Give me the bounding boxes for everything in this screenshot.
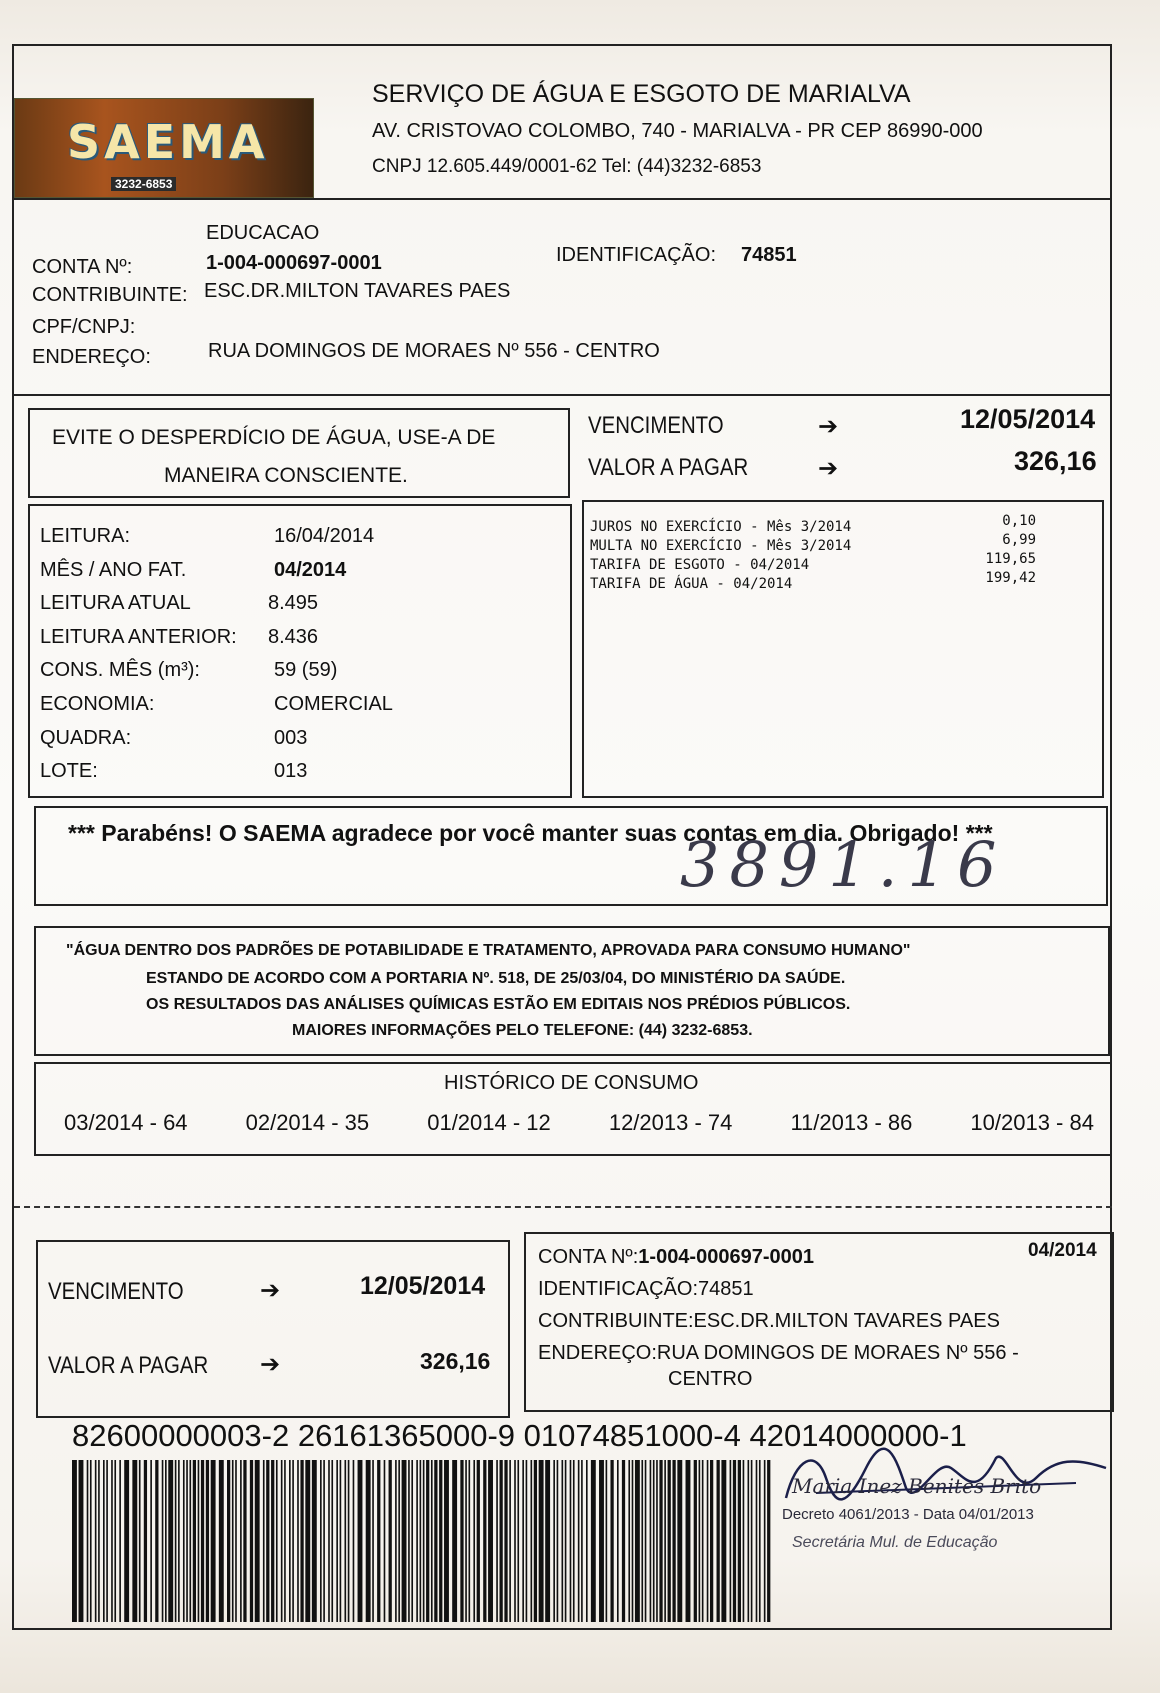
contribuinte-label: CONTRIBUINTE: <box>32 284 188 306</box>
barcode-bar <box>243 1460 246 1622</box>
reading-label: CONS. MÊS (m³): <box>40 659 200 682</box>
reading-label: LEITURA: <box>40 525 131 547</box>
conta-value: 1-004-000697-0001 <box>206 252 382 274</box>
stub-vencimento-value: 12/05/2014 <box>360 1272 486 1300</box>
barcode-bar <box>659 1460 662 1622</box>
conta-label: CONTA Nº: <box>32 256 133 278</box>
barcode-bar <box>664 1460 666 1622</box>
barcode-bar <box>87 1460 89 1622</box>
barcode-bar <box>124 1460 129 1622</box>
barcode-bar <box>452 1460 457 1622</box>
barcode-bar <box>477 1460 480 1622</box>
reading-label: LEITURA ATUAL <box>40 592 191 615</box>
barcode-bar <box>344 1460 346 1622</box>
barcode-bar <box>578 1460 580 1622</box>
barcode-bar <box>756 1460 758 1622</box>
barcode-bar <box>573 1460 575 1622</box>
stub-payment-box <box>36 1240 510 1418</box>
charge-value: 119,65 <box>985 551 1036 567</box>
barcode-bar <box>534 1460 537 1622</box>
barcode-bar <box>271 1460 274 1622</box>
history-box <box>34 1062 1112 1156</box>
barcode-bar <box>650 1460 652 1622</box>
barcode-bar <box>617 1460 619 1622</box>
barcode-number: 82600000003-2 26161365000-9 01074851000-4 42014000000-1 <box>72 1418 967 1453</box>
barcode-bar <box>119 1460 121 1622</box>
barcode-bar <box>328 1460 330 1622</box>
barcode-bar <box>641 1460 643 1622</box>
barcode-bar <box>281 1460 283 1622</box>
barcode-bar <box>686 1460 691 1622</box>
barcode-bar <box>175 1460 177 1622</box>
stub-conta-value: 1-004-000697-0001 <box>638 1246 814 1268</box>
barcode-bar <box>320 1460 322 1622</box>
stamp-name: Maria Inez Benites Brito <box>792 1474 1042 1498</box>
barcode-bar <box>434 1460 437 1622</box>
barcode-bar <box>581 1460 583 1622</box>
barcode-bar <box>586 1460 588 1622</box>
barcode-bar <box>377 1460 380 1622</box>
charges-values <box>930 512 1036 588</box>
barcode-bar <box>250 1460 253 1622</box>
barcode-bar <box>632 1460 634 1622</box>
reading-label: LEITURA ANTERIOR: <box>40 625 237 648</box>
barcode-bar <box>98 1460 100 1622</box>
barcode-bar <box>553 1460 555 1622</box>
quality-line-2: ESTANDO DE ACORDO COM A PORTARIA Nº. 518, DE 25/03/04, DO MINISTÉRIO DA SAÚDE. <box>146 970 846 987</box>
barcode-bar <box>411 1460 413 1622</box>
barcode-bar <box>562 1460 564 1622</box>
barcode-bar <box>431 1460 433 1622</box>
logo-text: SAEMA <box>67 115 269 169</box>
barcode-bar <box>132 1460 137 1622</box>
barcode-bar <box>733 1460 736 1622</box>
stamp-role: Secretária Mul. de Educação <box>792 1534 998 1551</box>
identificacao-label: IDENTIFICAÇÃO: <box>556 244 717 266</box>
valor-value: 326,16 <box>1014 446 1097 476</box>
history-list <box>64 1110 1094 1136</box>
barcode <box>72 1460 772 1622</box>
account-category: EDUCACAO <box>206 222 320 244</box>
barcode-bar <box>500 1460 503 1622</box>
barcode-bar <box>622 1460 625 1622</box>
quality-box <box>34 926 1110 1056</box>
barcode-bar <box>193 1460 196 1622</box>
barcode-bar <box>106 1460 108 1622</box>
stub-info-box <box>524 1232 1114 1412</box>
stub-conta-label: CONTA Nº: <box>538 1246 639 1268</box>
reading-values <box>268 520 393 789</box>
barcode-bar <box>144 1460 147 1622</box>
company-address: AV. CRISTOVAO COLOMBO, 740 - MARIALVA - PR CEP 86990-000 <box>372 120 983 142</box>
barcode-bar <box>178 1460 180 1622</box>
barcode-bar <box>189 1460 191 1622</box>
barcode-bar <box>509 1460 511 1622</box>
reading-value: 04/2014 <box>274 558 347 581</box>
barcode-bar <box>235 1460 237 1622</box>
barcode-bar <box>764 1460 766 1622</box>
quality-line-3: OS RESULTADOS DAS ANÁLISES QUÍMICAS ESTÃO EM EDITAIS NOS PRÉDIOS PÚBLICOS. <box>146 996 851 1013</box>
reading-value: 59 (59) <box>274 659 338 682</box>
stub-conta <box>538 1246 814 1269</box>
barcode-bar <box>504 1460 507 1622</box>
reading-value: 16/04/2014 <box>274 525 375 547</box>
barcode-bar <box>312 1460 317 1622</box>
barcode-bar <box>444 1460 449 1622</box>
barcode-bar <box>206 1460 209 1622</box>
barcode-bar <box>656 1460 658 1622</box>
barcode-bar <box>323 1460 325 1622</box>
barcode-bar <box>743 1460 745 1622</box>
reading-value: 013 <box>274 760 308 783</box>
notice-line-2: MANEIRA CONSCIENTE. <box>164 464 408 487</box>
barcode-bar <box>420 1460 422 1622</box>
barcode-bar <box>255 1460 260 1622</box>
barcode-bar <box>266 1460 269 1622</box>
barcode-bar <box>672 1460 675 1622</box>
barcode-bar <box>348 1460 350 1622</box>
barcode-bar <box>331 1460 333 1622</box>
barcode-bar <box>699 1460 701 1622</box>
identificacao-value: 74851 <box>741 244 797 266</box>
barcode-bar <box>72 1460 77 1622</box>
barcode-bar <box>155 1460 158 1622</box>
barcode-bar <box>635 1460 640 1622</box>
logo-phone: 3232-6853 <box>111 177 176 191</box>
charge-value: 6,99 <box>1002 532 1036 548</box>
barcode-bar <box>305 1460 310 1622</box>
valor-arrow-icon: ➔ <box>818 455 839 482</box>
saema-logo <box>14 98 314 198</box>
barcode-bar <box>416 1460 418 1622</box>
endereco-label: ENDEREÇO: <box>32 346 151 368</box>
charge-value: 199,42 <box>985 570 1036 586</box>
barcode-bar <box>240 1460 242 1622</box>
barcode-bar <box>496 1460 498 1622</box>
barcode-bar <box>751 1460 753 1622</box>
barcode-bar <box>186 1460 188 1622</box>
handwritten-total: 3891.16 <box>680 828 1007 901</box>
barcode-bar <box>90 1460 92 1622</box>
barcode-bar <box>111 1460 113 1622</box>
barcode-bar <box>165 1460 167 1622</box>
barcode-bar <box>276 1460 278 1622</box>
barcode-bar <box>653 1460 655 1622</box>
barcode-bar <box>384 1460 386 1622</box>
quality-line-1: "ÁGUA DENTRO DOS PADRÕES DE POTABILIDADE E TRATAMENTO, APROVADA PARA CONSUMO HUMANO" <box>66 942 911 959</box>
barcode-bar <box>531 1460 533 1622</box>
barcode-bar <box>677 1460 682 1622</box>
stamp-decree: Decreto 4061/2013 - Data 04/01/2013 <box>782 1506 1034 1523</box>
barcode-bar <box>439 1460 442 1622</box>
barcode-bar <box>759 1460 761 1622</box>
barcode-bar <box>198 1460 200 1622</box>
barcode-bar <box>606 1460 608 1622</box>
barcode-bar <box>95 1460 97 1622</box>
stub-vencimento-label: VENCIMENTO <box>48 1278 184 1305</box>
stub-identificacao: IDENTIFICAÇÃO:74851 <box>538 1278 754 1300</box>
vencimento-label: VENCIMENTO <box>588 412 724 439</box>
reading-label: MÊS / ANO FAT. <box>40 558 187 581</box>
barcode-bar <box>738 1460 741 1622</box>
barcode-bar <box>465 1460 467 1622</box>
thanks-message: *** Parabéns! O SAEMA agradece por você manter suas contas em dia. Obrigado! *** <box>68 820 993 846</box>
barcode-bar <box>591 1460 596 1622</box>
barcode-bar <box>730 1460 732 1622</box>
history-item: 12/2013 - 74 <box>608 1110 733 1135</box>
barcode-bar <box>340 1460 342 1622</box>
valor-label: VALOR A PAGAR <box>588 454 749 481</box>
history-item: 01/2014 - 12 <box>427 1110 551 1135</box>
charge-desc: TARIFA DE ESGOTO - 04/2014 <box>590 557 810 573</box>
header-divider <box>12 198 1112 200</box>
stub-valor-value: 326,16 <box>420 1348 491 1374</box>
barcode-bar <box>514 1460 516 1622</box>
barcode-bar <box>201 1460 204 1622</box>
barcode-bar <box>721 1460 726 1622</box>
barcode-bar <box>717 1460 720 1622</box>
barcode-bar <box>183 1460 185 1622</box>
barcode-bar <box>358 1460 363 1622</box>
history-title: HISTÓRICO DE CONSUMO <box>444 1072 699 1094</box>
reading-label: QUADRA: <box>40 726 132 749</box>
history-item: 11/2013 - 86 <box>790 1110 913 1135</box>
endereco-value: RUA DOMINGOS DE MORAES Nº 556 - CENTRO <box>208 340 660 362</box>
barcode-bar <box>668 1460 671 1622</box>
barcode-bar <box>610 1460 613 1622</box>
barcode-bar <box>211 1460 216 1622</box>
history-item: 10/2013 - 84 <box>970 1110 1094 1135</box>
barcode-bar <box>79 1460 84 1622</box>
barcode-bar <box>517 1460 519 1622</box>
company-cnpj: CNPJ 12.605.449/0001-62 Tel: (44)3232-6853 <box>372 156 762 177</box>
barcode-bar <box>599 1460 604 1622</box>
barcode-bar <box>353 1460 355 1622</box>
vencimento-arrow-icon: ➔ <box>818 413 839 440</box>
notice-box <box>28 408 570 498</box>
stub-vencimento-arrow-icon: ➔ <box>260 1277 281 1304</box>
barcode-bar <box>694 1460 697 1622</box>
reading-value: 003 <box>274 726 308 749</box>
barcode-bar <box>702 1460 704 1622</box>
barcode-bar <box>483 1460 486 1622</box>
charge-desc: TARIFA DE ÁGUA - 04/2014 <box>590 576 793 592</box>
barcode-bar <box>389 1460 392 1622</box>
history-item: 02/2014 - 35 <box>245 1110 370 1135</box>
barcode-bar <box>570 1460 572 1622</box>
reading-value: 8.436 <box>268 625 319 648</box>
stub-endereco-2: CENTRO <box>668 1368 753 1390</box>
barcode-bar <box>767 1460 770 1622</box>
barcode-bar <box>707 1460 709 1622</box>
barcode-bar <box>473 1460 475 1622</box>
reading-label: LOTE: <box>40 760 98 783</box>
barcode-bar <box>526 1460 528 1622</box>
charge-desc: MULTA NO EXERCÍCIO - Mês 3/2014 <box>590 538 852 554</box>
barcode-bar <box>103 1460 105 1622</box>
reading-label: ECONOMIA: <box>40 692 155 715</box>
history-item: 03/2014 - 64 <box>64 1110 188 1135</box>
stub-valor-arrow-icon: ➔ <box>260 1351 281 1378</box>
barcode-bar <box>150 1460 152 1622</box>
reading-value: 8.495 <box>268 592 319 615</box>
barcode-bar <box>748 1460 750 1622</box>
barcode-bar <box>522 1460 524 1622</box>
barcode-bar <box>408 1460 410 1622</box>
barcode-bar <box>395 1460 397 1622</box>
barcode-bar <box>227 1460 230 1622</box>
barcode-bar <box>565 1460 567 1622</box>
charge-value: 0,10 <box>1002 513 1036 529</box>
barcode-bar <box>219 1460 224 1622</box>
barcode-bar <box>645 1460 647 1622</box>
barcode-bar <box>460 1460 463 1622</box>
barcode-bar <box>545 1460 550 1622</box>
cpf-label: CPF/CNPJ: <box>32 316 136 338</box>
barcode-bar <box>114 1460 116 1622</box>
barcode-bar <box>284 1460 286 1622</box>
barcode-bar <box>232 1460 234 1622</box>
stub-contribuinte: CONTRIBUINTE:ESC.DR.MILTON TAVARES PAES <box>538 1310 1000 1332</box>
barcode-bar <box>297 1460 299 1622</box>
barcode-bar <box>469 1460 471 1622</box>
stub-month: 04/2014 <box>1028 1240 1097 1261</box>
barcode-bar <box>372 1460 374 1622</box>
barcode-bar <box>539 1460 544 1622</box>
barcode-bar <box>426 1460 429 1622</box>
barcode-bar <box>292 1460 294 1622</box>
stub-endereco: ENDEREÇO:RUA DOMINGOS DE MORAES Nº 556 - <box>538 1342 1019 1364</box>
barcode-bar <box>628 1460 630 1622</box>
charge-desc: JUROS NO EXERCÍCIO - Mês 3/2014 <box>590 519 852 535</box>
company-name: SERVIÇO DE ÁGUA E ESGOTO DE MARIALVA <box>372 80 911 108</box>
barcode-bar <box>557 1460 559 1622</box>
barcode-bar <box>488 1460 493 1622</box>
barcode-bar <box>402 1460 407 1622</box>
tear-line <box>14 1206 1112 1208</box>
stub-valor-label: VALOR A PAGAR <box>48 1352 209 1379</box>
barcode-bar <box>423 1460 425 1622</box>
barcode-bar <box>398 1460 400 1622</box>
reading-value: COMERCIAL <box>274 692 393 715</box>
account-divider <box>12 394 1112 396</box>
barcode-bar <box>162 1460 164 1622</box>
notice-line-1: EVITE O DESPERDÍCIO DE ÁGUA, USE-A DE <box>52 426 496 449</box>
barcode-bar <box>263 1460 265 1622</box>
vencimento-value: 12/05/2014 <box>960 404 1096 434</box>
barcode-bar <box>336 1460 338 1622</box>
charges-desc <box>590 518 851 594</box>
barcode-bar <box>168 1460 173 1622</box>
contribuinte-value: ESC.DR.MILTON TAVARES PAES <box>204 280 511 302</box>
barcode-bar <box>139 1460 141 1622</box>
barcode-bar <box>289 1460 291 1622</box>
barcode-bar <box>366 1460 371 1622</box>
barcode-bar <box>300 1460 303 1622</box>
quality-line-4: MAIORES INFORMAÇÕES PELO TELEFONE: (44) 3232-6853. <box>292 1022 753 1039</box>
barcode-bar <box>710 1460 713 1622</box>
reading-labels <box>40 520 237 789</box>
